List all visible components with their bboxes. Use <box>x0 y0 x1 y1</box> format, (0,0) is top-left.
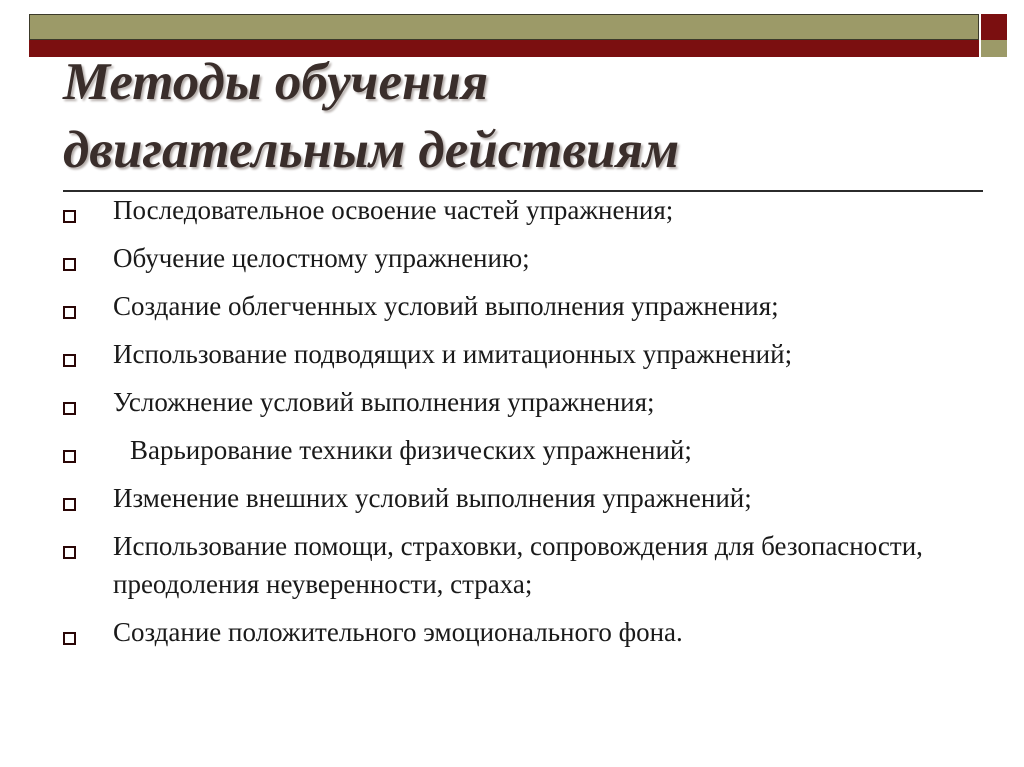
square-bullet-icon <box>63 546 76 559</box>
list-item-text: Создание облегченных условий выполнения упражнения; <box>113 291 779 321</box>
list-item <box>60 613 990 651</box>
slide-title <box>63 48 963 184</box>
list-item <box>60 383 990 421</box>
list-item-text: Обучение целостному упражнению; <box>113 243 530 273</box>
list-item-text: Усложнение условий выполнения упражнения; <box>113 387 655 417</box>
list-item <box>60 239 990 277</box>
list-item <box>60 191 990 229</box>
list-item <box>60 287 990 325</box>
square-bullet-icon <box>63 402 76 415</box>
square-bullet-icon <box>63 498 76 511</box>
square-bullet-icon <box>63 210 76 223</box>
list-item <box>60 335 990 373</box>
list-item-text: Использование помощи, страховки, сопровождения для безопасности, преодоления неуверенности, страха; <box>113 531 923 599</box>
square-bullet-icon <box>63 306 76 319</box>
methods-list <box>60 191 990 661</box>
list-item-text: Варьирование техники физических упражнений; <box>130 435 692 465</box>
square-bullet-icon <box>63 450 76 463</box>
list-item <box>60 527 990 603</box>
square-bullet-icon <box>63 354 76 367</box>
header-decor-bar-olive <box>29 14 979 40</box>
list-item <box>60 431 990 469</box>
list-item-text: Последовательное освоение частей упражнения; <box>113 195 674 225</box>
list-item-text: Использование подводящих и имитационных упражнений; <box>113 339 793 369</box>
slide-title-line-2: двигательным действиям <box>63 121 680 179</box>
square-bullet-icon <box>63 258 76 271</box>
list-item-text: Изменение внешних условий выполнения упражнений; <box>113 483 752 513</box>
list-item <box>60 479 990 517</box>
list-item-text: Создание положительного эмоционального фона. <box>113 617 683 647</box>
square-bullet-icon <box>63 632 76 645</box>
header-decor-square-olive <box>981 40 1007 57</box>
header-decor-square-maroon <box>981 14 1007 40</box>
slide-title-line-1: Методы обучения <box>63 53 489 111</box>
